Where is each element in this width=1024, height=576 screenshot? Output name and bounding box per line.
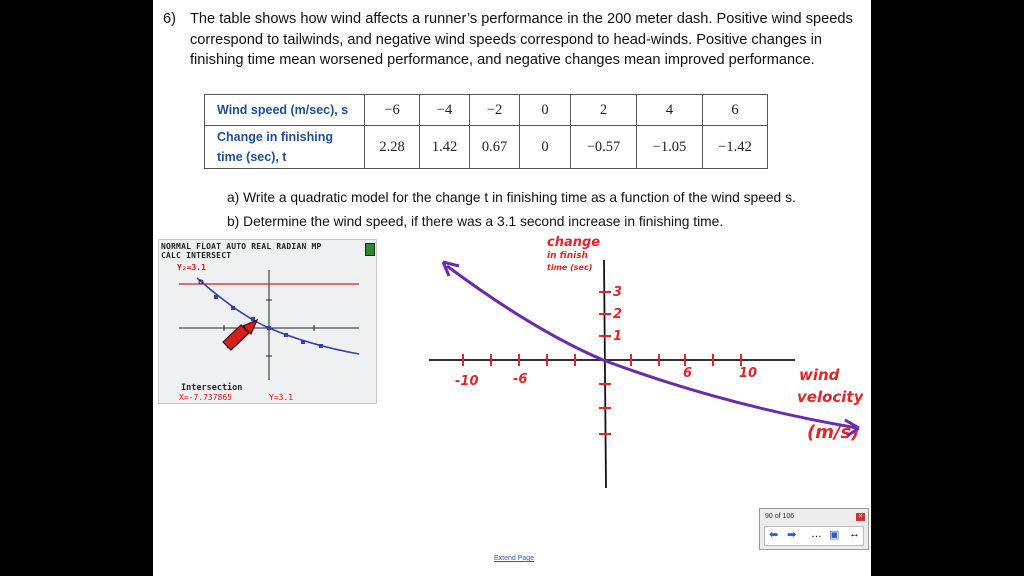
sketch-x-tick-label: -6 <box>513 372 528 387</box>
calc-x-value: X=-7.737865 <box>179 393 232 402</box>
sketch-x-axis-label-line: (m/s) <box>807 422 860 443</box>
calc-intersection-title: Intersection <box>181 383 243 393</box>
calculator-screen <box>158 239 377 404</box>
page-indicator: 90 of 106 <box>765 513 795 520</box>
sketch-x-tick-label: 6 <box>683 366 693 381</box>
calc-status-line: NORMAL FLOAT AUTO REAL RADIAN MP <box>161 242 322 251</box>
sketch-y-axis-label-line: change <box>547 235 601 250</box>
wind-data-table <box>204 94 768 169</box>
calc-y2-label: Y₂=3.1 <box>177 263 206 272</box>
table-cell: 0 <box>520 126 571 169</box>
task-a: a) Write a quadratic model for the change t in finishing time as a function of the wind speed s. <box>227 190 796 205</box>
table-cell: −6 <box>365 95 420 126</box>
table-row-time-change <box>205 126 768 169</box>
next-page-button[interactable]: ➡ <box>787 529 797 541</box>
calc-y-value: Y=3.1 <box>269 393 294 402</box>
question-number: 6) <box>163 11 176 27</box>
battery-icon <box>365 243 375 256</box>
table-cell: −0.57 <box>571 126 637 169</box>
calc-point <box>231 306 235 310</box>
document-page <box>153 0 871 576</box>
table-cell: 1.42 <box>420 126 470 169</box>
table-cell: 0.67 <box>470 126 520 169</box>
calc-regression-curve <box>197 278 359 354</box>
extend-page-link[interactable]: Extend Page <box>494 555 535 562</box>
navigator-toolbar <box>764 526 864 546</box>
row-label-line: Change in finishing <box>217 130 333 144</box>
sketch-x-tick-label: -10 <box>455 374 479 389</box>
display-monitor-icon[interactable]: ▣ <box>829 529 840 541</box>
page-navigator <box>759 508 869 550</box>
sketch-y-tick-label: 3 <box>613 285 623 300</box>
calc-mode-line: CALC INTERSECT <box>161 251 232 260</box>
table-cell: 6 <box>703 95 768 126</box>
close-icon[interactable]: × <box>856 513 865 521</box>
pointer-arrow-icon <box>223 320 257 350</box>
sketch-y-axis-label-line: in finish <box>547 251 588 261</box>
table-cell: −4 <box>420 95 470 126</box>
calc-point <box>267 326 271 330</box>
task-b: b) Determine the wind speed, if there was a 3.1 second increase in finishing time. <box>227 214 724 229</box>
expand-icon[interactable]: ↔ <box>849 528 860 540</box>
table-cell: −2 <box>470 95 520 126</box>
sketch-y-axis-label-line: time (sec) <box>547 263 593 272</box>
calc-point <box>319 344 323 348</box>
calc-graph <box>179 270 359 380</box>
table-row-wind-speed <box>205 95 768 126</box>
previous-page-button[interactable]: ⬅ <box>769 529 779 541</box>
sketch-y-tick-label: 2 <box>613 307 623 322</box>
table-cell: 0 <box>520 95 571 126</box>
sketch-y-axis <box>604 260 606 488</box>
row-label-time-change <box>205 126 365 169</box>
row-label-line: time (sec), t <box>217 150 287 164</box>
calc-point <box>251 317 255 321</box>
row-label-wind-speed: Wind speed (m/sec), s <box>205 95 365 126</box>
table-cell: 2 <box>571 95 637 126</box>
hand-drawn-graph <box>423 230 863 500</box>
table-cell: 4 <box>637 95 703 126</box>
table-cell: −1.05 <box>637 126 703 169</box>
calc-point <box>301 340 305 344</box>
table-cell: 2.28 <box>365 126 420 169</box>
sketch-x-axis-label-line: velocity <box>797 388 863 406</box>
table-cell: −1.42 <box>703 126 768 169</box>
sketch-y-tick-label: 1 <box>613 329 623 344</box>
calc-point <box>214 295 218 299</box>
sketch-x-axis-label-line: wind <box>799 366 840 384</box>
calc-point <box>284 333 288 337</box>
more-options-button[interactable]: … <box>811 528 822 540</box>
sketch-curve <box>447 266 857 428</box>
question-text: The table shows how wind affects a runner’s performance in the 200 meter dash. Positive wind speeds correspond to tailwinds, and negative wind speeds correspond to head-winds. Positive changes in finishing time mean worsened performance, and negative changes mean improved performance. <box>190 11 853 68</box>
sketch-x-tick-label: 10 <box>739 366 758 381</box>
